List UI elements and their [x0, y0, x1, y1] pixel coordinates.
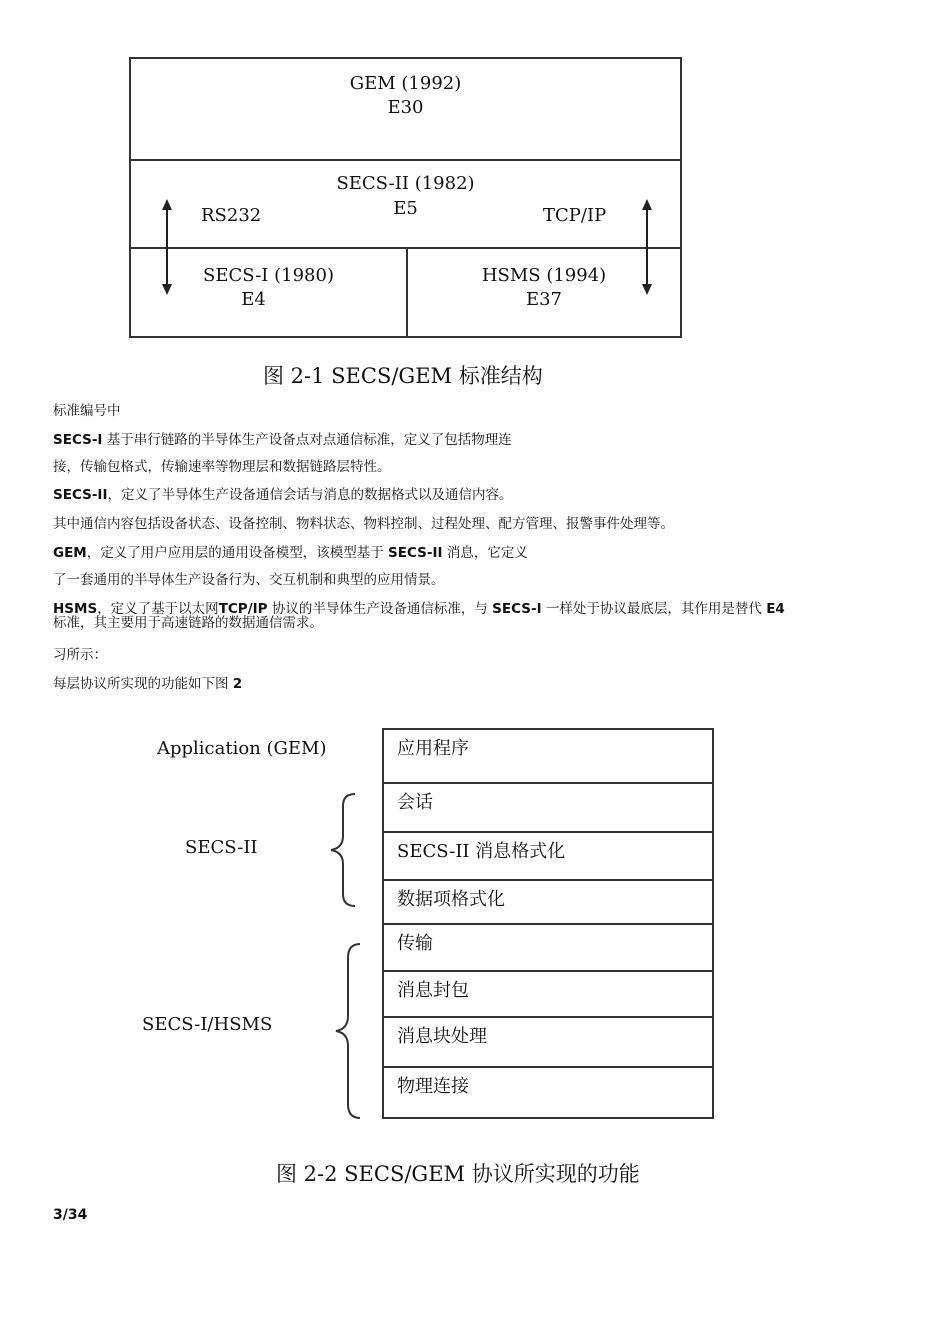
paragraph: 接，传输包格式，传输速率等物理层和数据链路层特性。	[53, 459, 391, 475]
term: SECS-I	[492, 601, 542, 617]
layer-label: 传输	[397, 933, 433, 954]
layer-cell	[384, 972, 712, 1018]
text-span: 基于串行链路的半导体生产设备点对点通信标准，定义了包括物理连	[102, 432, 512, 448]
function-layers-table	[382, 728, 714, 1119]
label-secs1-hsms: SECS-I/HSMS	[142, 1014, 273, 1035]
term: GEM	[53, 545, 87, 561]
term: HSMS	[53, 601, 98, 617]
layer-cell	[384, 784, 712, 833]
secs2-title: SECS-II (1982)	[336, 173, 475, 194]
term: SECS-II	[388, 545, 443, 561]
text-span: 每层协议所实现的功能如下图	[53, 676, 233, 692]
secs2-layer	[131, 159, 680, 249]
label-secs2: SECS-II	[185, 837, 258, 858]
layer-cell	[384, 925, 712, 972]
right-double-arrow-icon	[635, 198, 659, 296]
paragraph: 了一套通用的半导体生产设备行为、交互机制和典型的应用情景。	[53, 572, 445, 588]
text-span: ，定义了基于以太网	[97, 601, 219, 617]
secs1-code: E4	[241, 289, 266, 310]
term: TCP/IP	[218, 601, 268, 617]
layer-cell	[384, 1018, 712, 1068]
hsms-title: HSMS (1994)	[481, 265, 607, 286]
term: SECS-I	[53, 432, 103, 448]
text-span: 协议的半导体生产设备通信标准，与	[267, 601, 493, 617]
layer-cell	[384, 833, 712, 881]
page-number: 3/34	[53, 1207, 88, 1223]
paragraph	[53, 432, 512, 448]
layer-label: 物理连接	[397, 1076, 469, 1097]
layer-cell	[384, 1068, 712, 1117]
paragraph: 标准编号中	[53, 403, 121, 419]
paragraph	[53, 487, 512, 503]
layer-label: 数据项格式化	[397, 889, 505, 910]
term: E4	[766, 601, 785, 617]
layer-label: 应用程序	[397, 738, 469, 759]
layer-cell	[384, 730, 712, 784]
text-span: ，定义了用户应用层的通用设备模型，该模型基于	[86, 545, 389, 561]
figure1-caption: 图 2-1 SECS/GEM 标准结构	[263, 364, 543, 388]
term: 2	[232, 676, 243, 692]
paragraph: 其中通信内容包括设备状态、设备控制、物料状态、物料控制、过程处理、配方管理、报警事件处理等。	[53, 516, 674, 532]
rs232-label: RS232	[201, 205, 262, 226]
figure-secs-gem-structure	[129, 57, 682, 338]
brace-secs1-hsms-icon	[330, 940, 366, 1122]
layer-cell	[384, 881, 712, 925]
gem-code: E30	[387, 97, 424, 118]
hsms-code: E37	[525, 289, 563, 310]
paragraph	[53, 676, 242, 692]
gem-title: GEM (1992)	[349, 73, 462, 94]
gem-layer	[131, 59, 680, 161]
text-span: 消息，它定义	[442, 545, 528, 561]
left-double-arrow-icon	[155, 198, 179, 296]
brace-secs2-icon	[325, 790, 361, 910]
tcpip-label: TCP/IP	[543, 205, 607, 226]
layer-label: 消息块处理	[397, 1026, 487, 1047]
paragraph	[53, 545, 528, 561]
label-application-gem: Application (GEM)	[157, 738, 327, 759]
layer-label: SECS-II 消息格式化	[397, 841, 566, 862]
text-span: ，定义了半导体生产设备通信会话与消息的数据格式以及通信内容。	[107, 487, 513, 503]
paragraph: 习所示：	[53, 647, 107, 663]
transport-layer	[131, 247, 680, 336]
paragraph: 标准，其主要用于高速链路的数据通信需求。	[53, 615, 323, 631]
secs1-title: SECS-I (1980)	[202, 265, 334, 286]
figure2-caption: 图 2-2 SECS/GEM 协议所实现的功能	[276, 1162, 640, 1186]
secs2-code: E5	[393, 198, 418, 219]
layer-label: 会话	[397, 792, 433, 813]
term: SECS-II	[53, 487, 108, 503]
text-span: 一样处于协议最底层，其作用是替代	[541, 601, 767, 617]
layer-label: 消息封包	[397, 980, 469, 1001]
